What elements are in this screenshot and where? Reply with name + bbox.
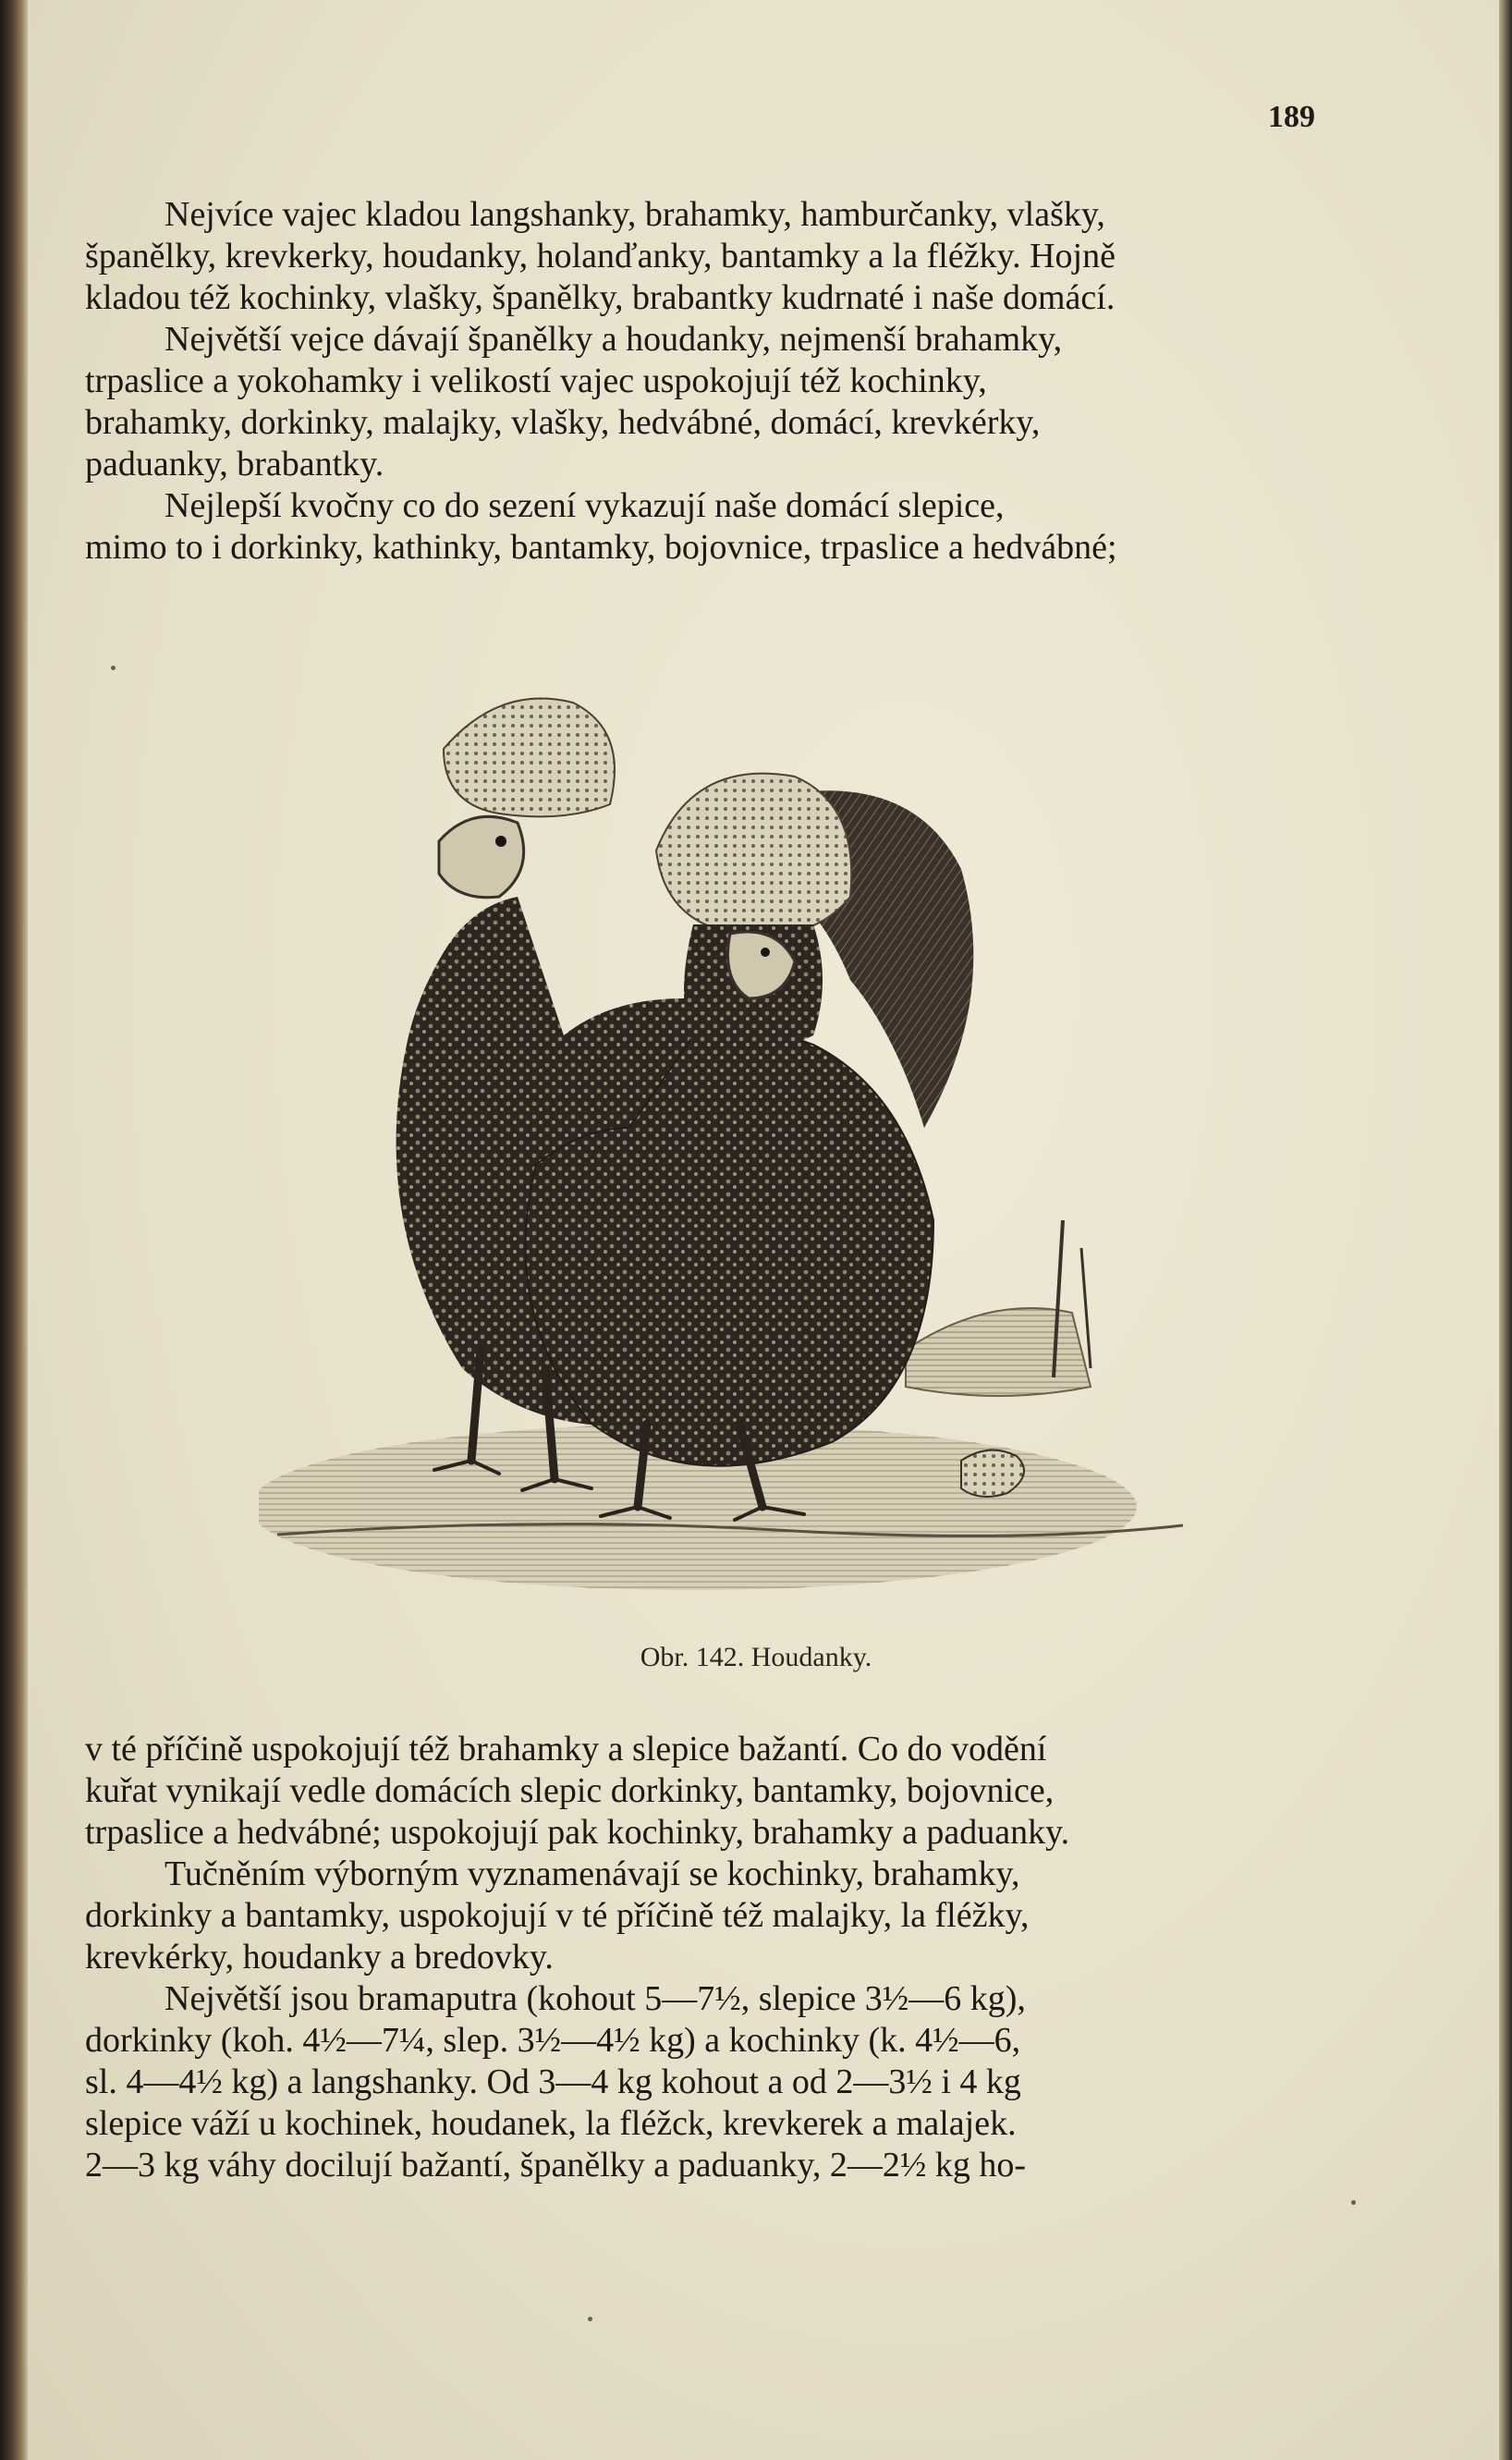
text-line: krevkérky, houdanky a bredovky.	[85, 1938, 554, 1977]
text-line: Nejlepší kvočny co do sezení vykazují naše domácí slepice,	[165, 486, 1005, 525]
paper-speck	[588, 2317, 592, 2321]
paper-speck	[111, 666, 116, 670]
text-line: 2—3 kg váhy docilují bažantí, španělky a paduanky, 2—2½ kg ho-	[85, 2146, 1027, 2185]
text-line: mimo to i dorkinky, kathinky, bantamky, bojovnice, trpaslice a hedvábné;	[85, 528, 1117, 567]
text-line: paduanky, brabantky.	[85, 445, 384, 483]
bottom-paragraphs	[85, 1729, 1342, 2186]
text-line: Tučněním výborným vyznamenávají se kochinky, brahamky,	[165, 1854, 1020, 1893]
text-line: španělky, krevkerky, houdanky, holanďanky, bantamky a la fléžky. Hojně	[85, 237, 1116, 275]
text-line: sl. 4—4½ kg) a langshanky. Od 3—4 kg kohout a od 2—3½ i 4 kg	[85, 2062, 1021, 2101]
figure-caption: Obr. 142. Houdanky.	[640, 1642, 872, 1672]
text-line: kuřat vynikají vedle domácích slepic dorkinky, bantamky, bojovnice,	[85, 1771, 1055, 1810]
page-edge	[1499, 0, 1512, 2460]
text-line: trpaslice a yokohamky i velikostí vajec uspokojují též kochinky,	[85, 361, 987, 400]
text-line: slepice váží u kochinek, houdanek, la fléžck, krevkerek a malajek.	[85, 2104, 1017, 2143]
text-line: Největší vejce dávají španělky a houdanky, nejmenší brahamky,	[165, 320, 1063, 359]
page-number: 189	[1268, 100, 1315, 134]
text-line: dorkinky a bantamky, uspokojují v té příčině též malajky, la fléžky,	[85, 1896, 1030, 1935]
paper-speck	[1351, 2200, 1356, 2205]
book-binding	[0, 0, 28, 2460]
text-line: trpaslice a hedvábné; uspokojují pak kochinky, brahamky a paduanky.	[85, 1813, 1070, 1852]
houdan-rooster-and-hen-engraving	[259, 647, 1220, 1609]
text-line: dorkinky (koh. 4½—7¼, slep. 3½—4½ kg) a kochinky (k. 4½—6,	[85, 2021, 1021, 2060]
text-line: v té příčině uspokojují též brahamky a slepice bažantí. Co do vodění	[85, 1730, 1047, 1769]
text-line: brahamky, dorkinky, malajky, vlašky, hedvábné, domácí, krevkérky,	[85, 403, 1041, 442]
text-line: Nejvíce vajec kladou langshanky, brahamky, hamburčanky, vlašky,	[165, 195, 1105, 234]
top-paragraphs	[85, 194, 1342, 569]
text-line: Největší jsou bramaputra (kohout 5—7½, slepice 3½—6 kg),	[165, 1979, 1026, 2018]
text-line: kladou též kochinky, vlašky, španělky, brabantky kudrnaté i naše domácí.	[85, 278, 1116, 317]
